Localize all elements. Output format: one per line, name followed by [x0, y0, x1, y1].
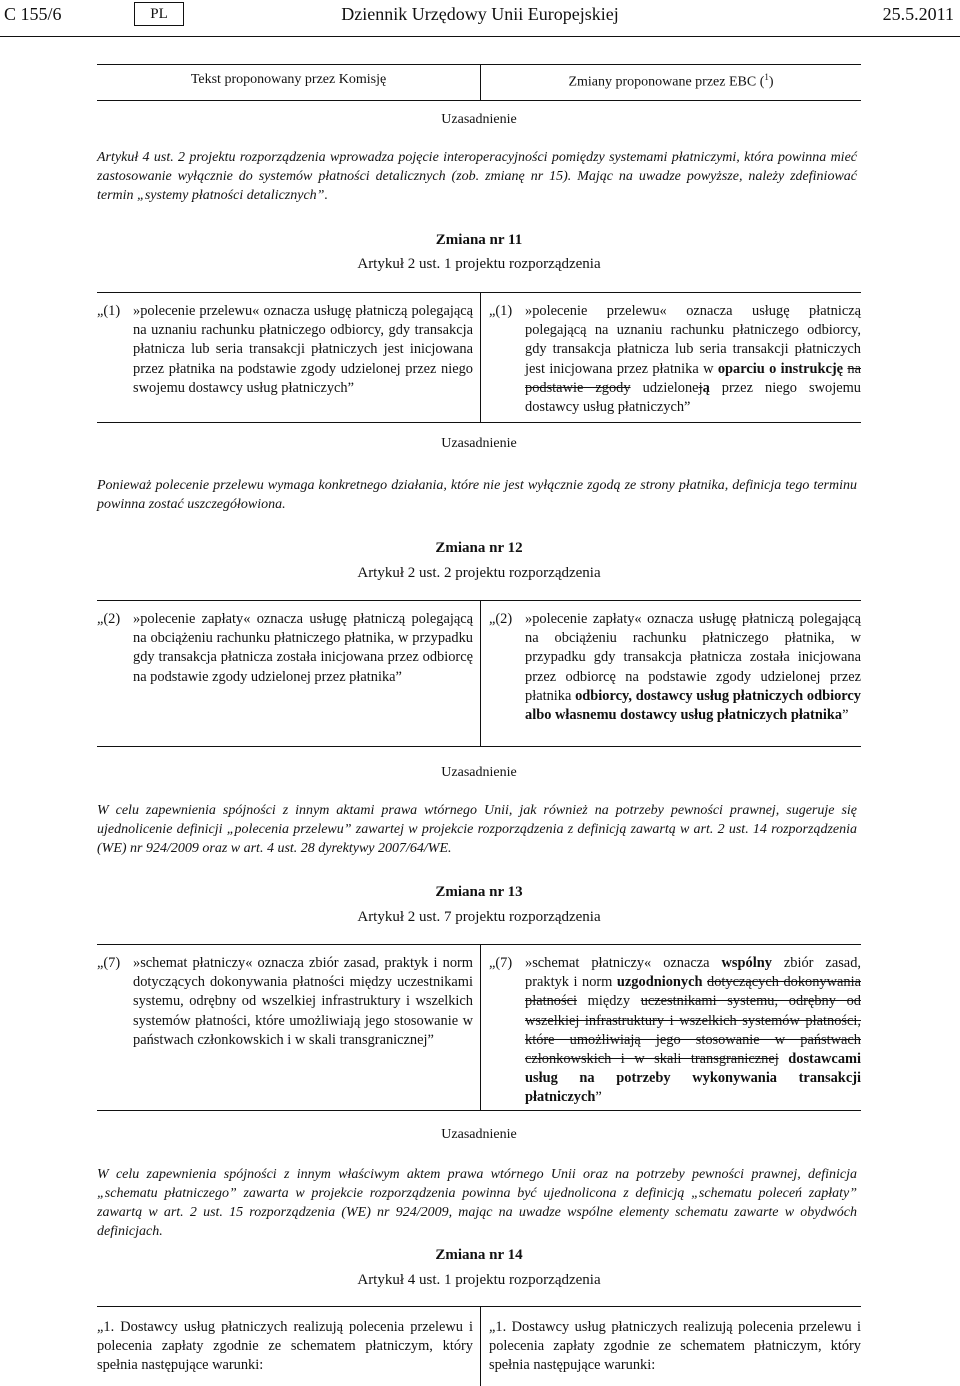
amendment-text: „(2) »polecenie zapłaty« oznacza usługę płatniczą polegającą na obciążeniu rachunku płatniczego płatnika, w przypadku gdy transakcja płatnicza została inicjowana przez odbiorcę na podstawie zgody udzielonej przez płatnika odbiorcy, dostawcy usług płatniczych odbiorcy albo własnemu dostawcy usług płatniczych płatnika”	[489, 611, 862, 724]
page-header	[0, 0, 960, 40]
proposal-text: „(1) »polecenie przelewu« oznacza usługę płatniczą polegającą na uznaniu rachunku płatniczego odbiorcy, gdy transakcja płatnicza lub seria transakcji płatniczych jest inicjowana przez płatnika na podstawie zgody udzielonej przez niego swojemu dostawcy usług płatniczych”	[97, 303, 473, 396]
column-header-rule	[97, 100, 861, 101]
amendment-article: Artykuł 4 ust. 1 projektu rozporządzenia	[357, 1272, 601, 1288]
amendment-text: „1. Dostawcy usług płatniczych realizują polecenia przelewu i polecenia zapłaty zgodnie ze schematem płatniczym, który spełnia następujące warunki:	[489, 1319, 861, 1374]
justification-text: Artykuł 4 ust. 2 projektu rozporządzenia wprowadza pojęcie interoperacyjności pomiędzy systemami płatniczymi, która powinna mieć zastosowanie wyłącznie do systemów płatności detalicznych (zob. zmianę nr 15). Mając na uwadze powyższe, należy zdefiniować termin „systemy płatności detalicznych”.	[97, 150, 857, 203]
justification-text: W celu zapewnienia spójności z innym właściwym aktem prawa wtórnego Unii oraz na potrzeby pewności prawnej, definicja „schematu płatniczego” zawarta w projekcie rozporządzenia powinna być ujednolicona z definicją „schematu poleceń zapłaty” zawartą w art. 2 ust. 15 rozporządzenia (WE) nr 924/2009, mając na uwadze wspólne elementy schematu zawarte w obydwóch definicjach.	[97, 1167, 857, 1239]
amendment-bottom-rule	[97, 422, 861, 423]
proposal-text: „1. Dostawcy usług płatniczych realizują polecenia przelewu i polecenia zapłaty zgodnie ze schematem płatniczym, który spełnia następujące warunki:	[97, 1319, 473, 1374]
justification-heading: Uzasadnienie	[441, 112, 517, 127]
proposal-text: „(2) »polecenie zapłaty« oznacza usługę płatniczą polegającą na obciążeniu rachunku płatniczego płatnika, w przypadku gdy transakcja płatnicza została inicjowana przez odbiorcę na podstawie zgody udzielonej przez płatnika”	[97, 611, 473, 685]
amendment-article: Artykuł 2 ust. 7 projektu rozporządzenia	[357, 909, 601, 925]
issue-date: 25.5.2011	[882, 4, 954, 24]
amendment-text: „(7) »schemat płatniczy« oznacza wspólny zbiór zasad, praktyk i norm uzgodnionych dotyczących dokonywania płatności między uczestnikami systemu, odrębny od wszelkiej infrastruktury i wszelkich systemów płatności, które umożliwiają jego stosowanie w państwach członkowskich i w skali transgranicznej dostawcami usług na potrzeby wykonywania transakcji płatniczych”	[489, 955, 861, 1106]
column-divider	[480, 1306, 481, 1386]
justification-text: Ponieważ polecenie przelewu wymaga konkretnego działania, które nie jest wyłącznie zgodą ze strony płatnika, definicja tego terminu powinna zostać uszczegółowiona.	[97, 478, 857, 512]
language-badge: PL	[134, 2, 184, 26]
amendment-title: Zmiana nr 14	[435, 1247, 523, 1263]
amendment-article: Artykuł 2 ust. 1 projektu rozporządzenia	[357, 256, 601, 272]
journal-title: Dziennik Urzędowy Unii Europejskiej	[341, 4, 619, 24]
proposal-text: „(7) »schemat płatniczy« oznacza zbiór zasad, praktyk i norm dotyczących dokonywania płatności między uczestnikami systemu, odrębny od wszelkiej infrastruktury i wszelkich systemów płatności, które umożliwiają jego stosowanie w państwach członkowskich i w skali transgranicznej”	[97, 955, 473, 1048]
amendment-bottom-rule	[97, 746, 861, 747]
amendment-text: „(1) »polecenie przelewu« oznacza usługę płatniczą polegającą na uznaniu rachunku płatniczego odbiorcy, gdy transakcja płatnicza lub seria transakcji płatniczych jest inicjowana przez płatnika w oparciu o instrukcję na podstawie zgody udzieloneją przez niego swojemu dostawcy usług płatniczych”	[489, 303, 861, 416]
justification-text: W celu zapewnienia spójności z innym aktami prawa wtórnego Unii, jak również na potrzeby pewności prawnej, sugeruje się ujednolicenie definicji „polecenia przelewu” zawartej w projekcie rozporządzenia z definicją zawartą w art. 2 ust. 14 rozporządzenia (WE) nr 924/2009 oraz w art. 4 ust. 28 dyrektywy 2007/64/WE.	[97, 803, 857, 856]
amendment-top-rule	[97, 1306, 861, 1307]
header-rule	[0, 36, 960, 37]
column-divider	[480, 292, 481, 422]
justification-heading: Uzasadnienie	[441, 1127, 517, 1142]
amendment-top-rule	[97, 600, 861, 601]
column-header-left: Tekst proponowany przez Komisję	[190, 72, 387, 87]
table-top-rule	[97, 64, 861, 65]
amendment-top-rule	[97, 292, 861, 293]
justification-heading: Uzasadnienie	[441, 436, 517, 451]
column-header-right: Zmiany proponowane przez EBC ($^1$)	[568, 72, 774, 90]
amendment-top-rule	[97, 944, 861, 945]
justification-heading: Uzasadnienie	[441, 765, 517, 780]
amendment-article: Artykuł 2 ust. 2 projektu rozporządzenia	[357, 565, 601, 581]
column-divider	[480, 944, 481, 1110]
column-divider	[480, 600, 481, 746]
page-number: C 155/6	[4, 4, 62, 24]
amendment-title: Zmiana nr 12	[435, 540, 523, 556]
amendment-title: Zmiana nr 11	[435, 232, 523, 248]
amendment-title: Zmiana nr 13	[435, 884, 523, 900]
amendment-bottom-rule	[97, 1110, 861, 1111]
